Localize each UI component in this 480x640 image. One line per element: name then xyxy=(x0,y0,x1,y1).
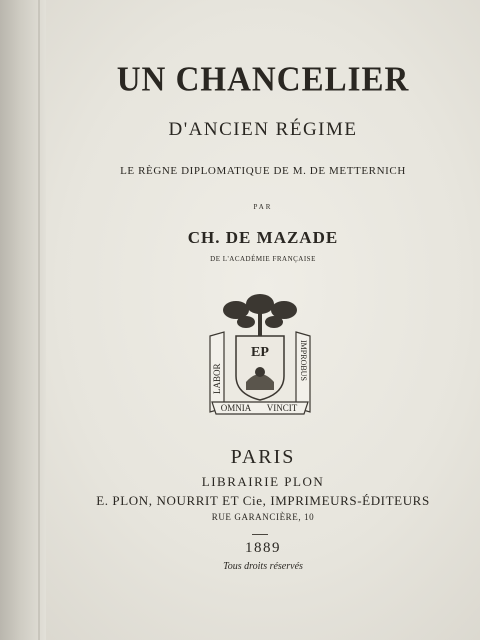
imprint-address: RUE GARANCIÈRE, 10 xyxy=(211,512,315,522)
by-line-label: PAR xyxy=(253,203,273,211)
motto-bottom-right: VINCIT xyxy=(266,403,298,413)
rights-notice: Tous droits réservés xyxy=(223,561,303,572)
imprint-printers: E. PLON, NOURRIT ET Cie, IMPRIMEURS-ÉDITEURS xyxy=(96,493,430,508)
monogram: EP xyxy=(251,345,269,360)
book-description: LE RÈGNE DIPLOMATIQUE DE M. DE METTERNICH xyxy=(120,165,406,177)
imprint-divider xyxy=(252,534,268,535)
author-affiliation: DE L'ACADÉMIE FRANÇAISE xyxy=(210,255,316,263)
imprint-publisher: LIBRAIRIE PLON xyxy=(201,474,325,489)
publisher-emblem xyxy=(206,290,314,420)
motto-left: LABOR xyxy=(212,363,222,394)
book-title: UN CHANCELIER xyxy=(116,61,410,99)
imprint-place: PARIS xyxy=(230,446,296,468)
publication-year: 1889 xyxy=(245,540,281,556)
foliage-crest xyxy=(223,294,297,340)
author-name: CH. DE MAZADE xyxy=(187,228,339,247)
book-subtitle: D'ANCIEN RÉGIME xyxy=(168,119,358,140)
motto-bottom-left: OMNIA xyxy=(220,403,252,413)
motto-right: IMPROBUS xyxy=(299,340,308,381)
gutter-crease xyxy=(38,0,40,640)
